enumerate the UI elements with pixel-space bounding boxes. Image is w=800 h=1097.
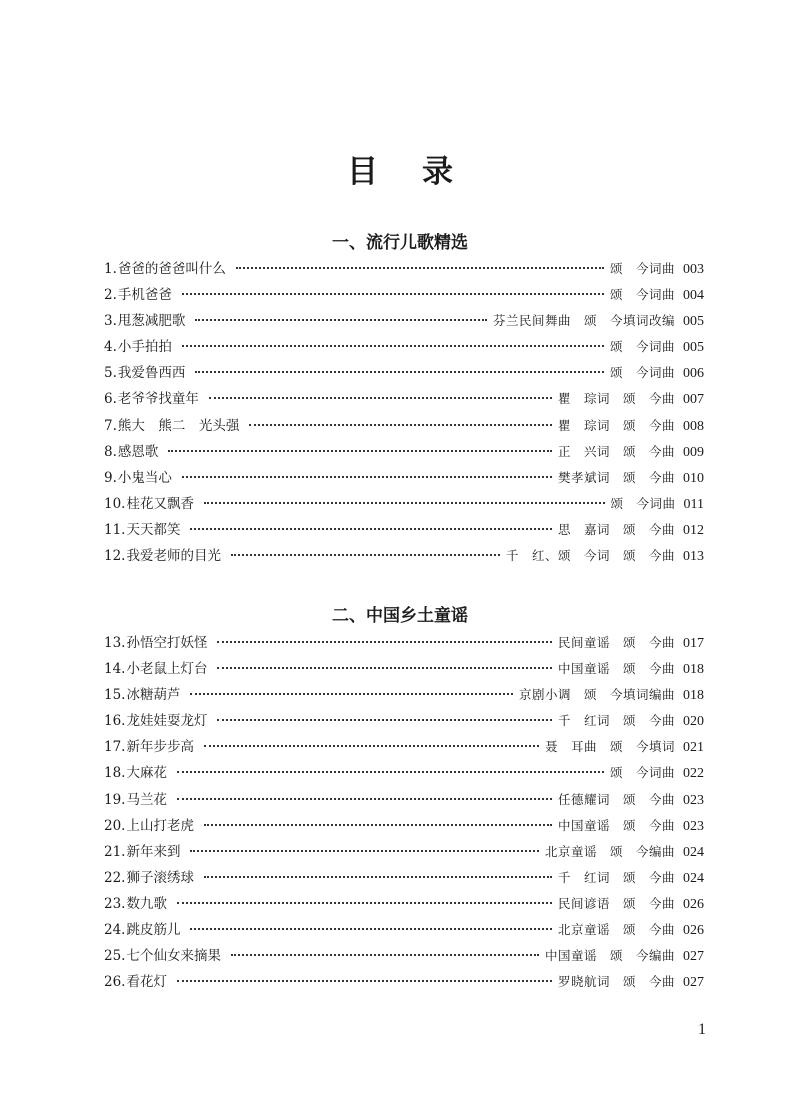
entry-title: 新年来到 [126, 843, 181, 860]
entry-page: 012 [683, 522, 704, 538]
entry-credit: 瞿 琮词 颂 今曲 [557, 391, 675, 407]
entry-page: 026 [683, 923, 704, 939]
entry-number: 19. [104, 791, 126, 808]
entry-credit: 颂 今词曲 [609, 287, 675, 303]
entry-credit: 千 红、颂 今词 颂 今曲 [505, 548, 675, 564]
leader-dots [217, 653, 552, 669]
leader-dots [195, 305, 487, 321]
entry-title: 小鬼当心 [117, 469, 172, 486]
entry-number: 22. [104, 869, 126, 886]
entry-credit: 颂 今词曲 [609, 765, 675, 781]
entry-number: 7. [104, 417, 117, 434]
entry-credit: 民间童谣 颂 今曲 [557, 635, 675, 650]
entry-credit: 颂 今词曲 [609, 261, 675, 276]
entry-title: 感恩歌 [117, 443, 159, 460]
entry-title: 熊大 熊二 光头强 [117, 417, 240, 434]
entry-credit: 思 嘉词 颂 今曲 [557, 521, 675, 537]
leader-dots [217, 627, 552, 643]
entry-page: 027 [683, 949, 704, 965]
entry-title: 爸爸的爸爸叫什么 [117, 261, 226, 277]
entry-page: 027 [683, 975, 704, 991]
entry-credit: 正 兴词 颂 今曲 [557, 443, 675, 459]
entry-page: 006 [683, 366, 704, 382]
entry-number: 4. [104, 339, 117, 356]
leader-dots [177, 757, 604, 773]
page-title: 目录 [347, 154, 497, 190]
entry-title: 我爱老师的目光 [126, 548, 221, 565]
entry-number: 13. [104, 635, 126, 651]
leader-dots [190, 679, 513, 695]
entry-credit: 民间谚语 颂 今曲 [557, 895, 675, 911]
entry-page: 008 [683, 418, 704, 434]
entry-credit: 聂 耳曲 颂 今填词 [544, 739, 675, 755]
entry-number: 1. [104, 261, 117, 277]
entry-page: 024 [683, 870, 704, 886]
entry-number: 8. [104, 443, 117, 460]
leader-dots [177, 888, 552, 904]
entry-credit: 中国童谣 颂 今曲 [557, 817, 675, 833]
entry-page: 011 [683, 496, 704, 512]
entry-page: 007 [683, 392, 704, 408]
entry-title: 狮子滚绣球 [126, 869, 194, 886]
entry-page: 026 [683, 896, 704, 912]
entry-number: 16. [104, 713, 126, 730]
entry-title: 新年步步高 [126, 739, 194, 756]
entry-title: 我爱鲁西西 [117, 365, 186, 382]
entry-page: 022 [683, 766, 704, 782]
toc-entry [104, 970, 704, 996]
leader-dots [231, 540, 500, 556]
entry-page: 023 [683, 792, 704, 808]
entry-title: 大麻花 [126, 765, 167, 782]
leader-dots [236, 253, 604, 269]
entry-number: 3. [104, 313, 117, 330]
entry-credit: 樊孝斌词 颂 今曲 [557, 469, 675, 485]
entry-credit: 北京童谣 颂 今曲 [557, 922, 675, 938]
entry-credit: 中国童谣 颂 今编曲 [544, 948, 675, 964]
leader-dots [217, 705, 552, 721]
entry-credit: 中国童谣 颂 今曲 [557, 661, 675, 677]
leader-dots [204, 810, 552, 826]
entry-page: 018 [683, 662, 704, 678]
leader-dots [182, 331, 604, 347]
entry-title: 小手拍拍 [117, 339, 172, 356]
entry-page: 020 [683, 714, 704, 730]
entry-title: 桂花又飘香 [126, 495, 194, 512]
section-title-popular: 一、流行儿歌精选 [332, 233, 468, 253]
entry-title: 七个仙女来摘果 [126, 948, 221, 965]
entry-number: 18. [104, 765, 126, 782]
entry-page: 021 [683, 740, 704, 756]
entry-number: 10. [104, 495, 126, 512]
entry-title: 马兰花 [126, 791, 167, 808]
leader-dots [182, 462, 552, 478]
entry-credit: 瞿 琮词 颂 今曲 [557, 417, 675, 433]
entry-page: 010 [683, 470, 704, 486]
toc-list-folk [104, 631, 704, 996]
entry-page: 005 [683, 314, 704, 330]
leader-dots [177, 784, 552, 800]
entry-title: 冰糖葫芦 [126, 687, 181, 704]
toc-list-popular [104, 257, 704, 570]
entry-credit: 芬兰民间舞曲 颂 今填词改编 [492, 313, 675, 329]
entry-number: 14. [104, 661, 126, 678]
entry-number: 5. [104, 365, 117, 382]
entry-number: 21. [104, 843, 126, 860]
entry-title: 数九歌 [126, 895, 167, 912]
entry-number: 26. [104, 974, 126, 991]
entry-title: 手机爸爸 [117, 287, 172, 304]
leader-dots [204, 731, 539, 747]
entry-credit: 京剧小调 颂 今填词编曲 [518, 687, 675, 703]
entry-title: 看花灯 [126, 974, 167, 991]
entry-page: 017 [683, 636, 704, 651]
entry-number: 25. [104, 948, 126, 965]
section-title-folk: 二、中国乡土童谣 [332, 606, 468, 626]
leader-dots [195, 357, 604, 373]
entry-page: 018 [683, 688, 704, 704]
leader-dots [204, 862, 552, 878]
entry-number: 2. [104, 287, 117, 304]
entry-page: 003 [683, 262, 704, 277]
entry-number: 12. [104, 548, 126, 565]
leader-dots [168, 436, 552, 452]
entry-number: 23. [104, 895, 126, 912]
entry-page: 024 [683, 844, 704, 860]
entry-number: 15. [104, 687, 126, 704]
leader-dots [249, 410, 552, 426]
toc-entry [104, 544, 704, 570]
entry-title: 小老鼠上灯台 [126, 661, 208, 678]
entry-page: 013 [683, 549, 704, 565]
entry-title: 孙悟空打妖怪 [126, 635, 208, 651]
entry-page: 005 [683, 340, 704, 356]
leader-dots [231, 940, 539, 956]
leader-dots [204, 488, 605, 504]
entry-number: 24. [104, 922, 126, 939]
entry-title: 甩葱减肥歌 [117, 313, 186, 330]
entry-number: 20. [104, 817, 126, 834]
entry-number: 6. [104, 391, 117, 408]
entry-credit: 千 红词 颂 今曲 [557, 713, 675, 729]
leader-dots [177, 966, 552, 982]
entry-credit: 颂 今词曲 [609, 365, 675, 381]
entry-title: 跳皮筋儿 [126, 922, 181, 939]
entry-page: 023 [683, 818, 704, 834]
entry-title: 天天都笑 [126, 521, 181, 538]
entry-page: 004 [683, 288, 704, 304]
page-number: 1 [698, 1021, 706, 1038]
entry-credit: 罗晓航词 颂 今曲 [557, 974, 675, 990]
entry-title: 上山打老虎 [126, 817, 194, 834]
entry-credit: 颂 今词曲 [609, 339, 675, 355]
entry-title: 龙娃娃耍龙灯 [126, 713, 208, 730]
entry-number: 9. [104, 469, 117, 486]
leader-dots [190, 836, 539, 852]
entry-credit: 北京童谣 颂 今编曲 [544, 843, 675, 859]
leader-dots [209, 383, 552, 399]
entry-credit: 任德耀词 颂 今曲 [557, 791, 675, 807]
leader-dots [190, 914, 552, 930]
entry-page: 009 [683, 444, 704, 460]
leader-dots [190, 514, 552, 530]
entry-number: 11. [104, 521, 126, 538]
leader-dots [182, 279, 604, 295]
entry-credit: 颂 今词曲 [610, 495, 676, 511]
entry-title: 老爷爷找童年 [117, 391, 199, 408]
entry-credit: 千 红词 颂 今曲 [557, 869, 675, 885]
entry-number: 17. [104, 739, 126, 756]
